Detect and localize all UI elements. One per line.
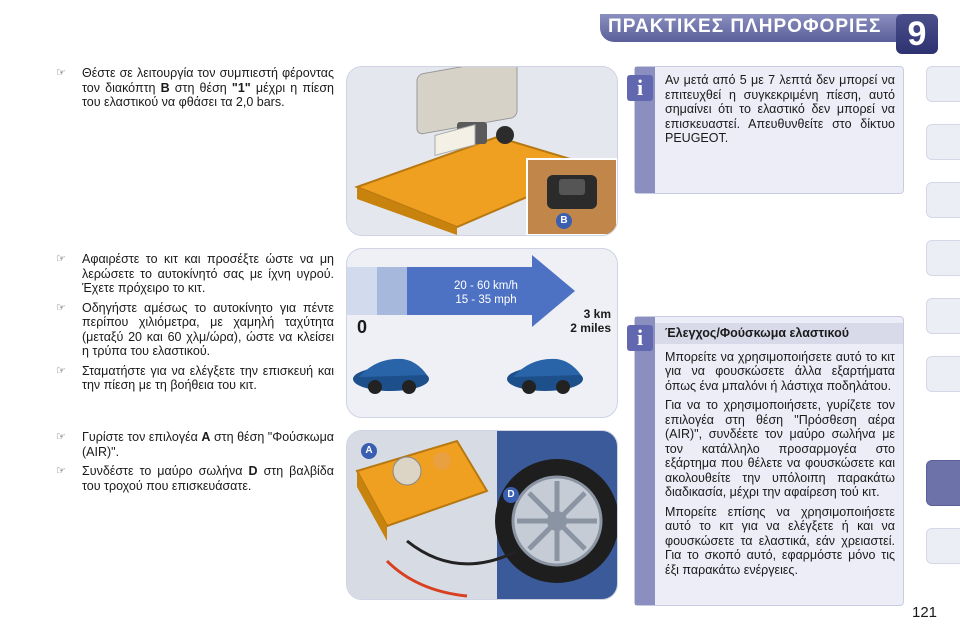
side-tab-4[interactable] [926, 240, 960, 276]
step-group-compressor [56, 66, 334, 115]
side-tab-1[interactable] [926, 66, 960, 102]
step-text: Οδηγήστε αμέσως το αυτοκίνητο για πέντε περίπου χιλιόμετρα, με χαμηλή ταχύτητα (μεταξύ 20 και 60 χλμ/ώρα), ώστε να κλείσει η τρύπα του ελαστικού. [82, 300, 334, 358]
page-number: 121 [912, 604, 938, 621]
distance-miles-label: 2 miles [570, 321, 611, 335]
info-paragraph-1: Μπορείτε να χρησιμοποιήσετε αυτό το κιτ για να φουσκώσετε άλλα εξαρτήματα όπως ένα μπαλόνι ή λάστιχα ποδηλάτου. [665, 349, 895, 393]
speed-mph-label: 15 - 35 mph [455, 294, 517, 306]
page-title: ΠΡΑΚΤΙΚΕΣ ΠΛΗΡΟΦΟΡΙΕΣ [608, 16, 882, 37]
pointing-hand-icon: ☞ [56, 301, 66, 314]
step-start-compressor [56, 66, 334, 110]
side-tab-6[interactable] [926, 356, 960, 392]
chapter-side-tabs [926, 66, 960, 606]
switch-label-b: B [160, 80, 170, 95]
side-tab-3[interactable] [926, 182, 960, 218]
info-text: Αν μετά από 5 με 7 λεπτά δεν μπορεί να επιτευχθεί η συγκεκριμένη πίεση, αυτό σημαίνει ότι το ελαστικό δεν μπορεί να επισκευαστεί. Απευθυνθείτε στο δίκτυο PEUGEOT. [665, 73, 895, 145]
info-stripe [635, 317, 655, 605]
pointing-hand-icon: ☞ [56, 364, 66, 377]
speed-kmh-label: 20 - 60 km/h [454, 280, 518, 292]
pointing-hand-icon: ☞ [56, 67, 66, 79]
pointing-hand-icon: ☞ [56, 465, 66, 477]
step-turn-selector [56, 430, 334, 459]
distance-km-label: 3 km [583, 307, 611, 321]
figure-kit-compressor [346, 66, 618, 236]
pointing-hand-icon: ☞ [56, 253, 66, 265]
step-group-inflation [56, 430, 334, 498]
step-group-driving [56, 252, 334, 398]
step-text: Συνδέστε το μαύρο σωλήνα [82, 464, 249, 478]
info-icon: i [627, 75, 653, 101]
callout-b: B [556, 213, 572, 229]
info-icon: i [627, 325, 653, 351]
figure-drive-distance [346, 248, 618, 418]
side-tab-8[interactable] [926, 528, 960, 564]
position-label-1: "1" [231, 80, 251, 95]
hose-label-d: D [248, 464, 258, 478]
pointing-hand-icon: ☞ [56, 431, 66, 443]
selector-label-a: A [201, 430, 211, 444]
figure-wheel-connection [346, 430, 618, 600]
step-connect-hose [56, 464, 334, 493]
step-text: Θέστε σε λειτουργία τον συμπιεστή φέροντας τον διακόπτη [82, 66, 334, 95]
page-header [0, 0, 960, 60]
info-heading: Έλεγχος/Φούσκωμα ελαστικού [655, 323, 903, 344]
side-tab-5[interactable] [926, 298, 960, 334]
step-text: Αφαιρέστε το κιτ και προσέξτε ώστε να μη λερώσετε το αυτοκίνητό σας με ίχνη υγρού. Έχετε πρόχειρο το κιτ. [82, 252, 334, 295]
info-paragraph-2: Για να το χρησιμοποιήσετε, γυρίζετε τον επιλογέα στη θέση "Πρόσθεση αέρα (AIR)", συνδέετε τον μαύρο σωλήνα με τον κατάλληλο προσαρμογέα στο εξάρτημα που θέλετε να φουσκώσετε και ακολουθείτε την υπόλοιπη παρακάτω διαδικασία, μέχρι την αφαίρεση τού κιτ. [665, 398, 895, 499]
chapter-number-badge: 9 [896, 14, 938, 54]
info-box-pressure-warning [634, 66, 904, 194]
info-paragraph-3: Μπορείτε επίσης να χρησιμοποιήσετε αυτό το κιτ για να ελέγξετε ή και να φουσκώσετε τα ελαστικά, εάν χρειαστεί. Για το σκοπό αυτό, εφαρμόστε μόνο τις έξι παρακάτω ενέργειες. [665, 504, 895, 577]
step-text: στη θέση [169, 80, 232, 95]
step-text: στη θέση "Φούσκωμα (AIR)". [82, 430, 334, 459]
step-text: στη βαλβίδα του τροχού που επισκευάσατε. [82, 464, 334, 493]
distance-start-label: 0 [357, 317, 368, 337]
side-tab-2[interactable] [926, 124, 960, 160]
step-remove-kit [56, 252, 334, 296]
step-text: Σταματήστε για να ελέγξετε την επισκευή και την πίεση με τη βοήθεια του κιτ. [82, 363, 334, 392]
step-stop-check [56, 364, 334, 393]
side-tab-active-chapter[interactable] [926, 460, 960, 506]
step-text: μέχρι η πίεση του ελαστικού να φθάσει τα 2,0 bars. [82, 80, 334, 109]
step-text: Γυρίστε τον επιλογέα [82, 430, 202, 444]
callout-d: D [503, 487, 519, 503]
info-box-check-inflate [634, 316, 904, 606]
callout-a: A [361, 443, 377, 459]
step-drive [56, 301, 334, 359]
